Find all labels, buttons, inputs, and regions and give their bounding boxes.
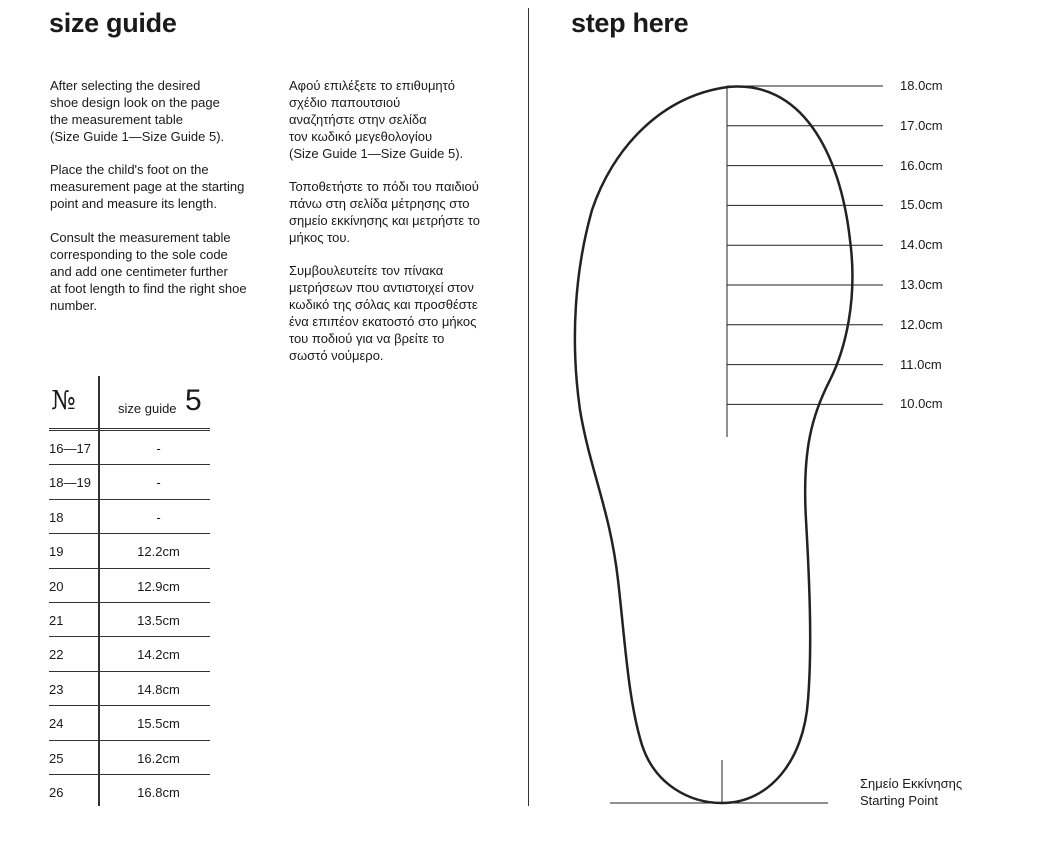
shoe-size-cell: 22 — [49, 647, 64, 663]
shoe-size-cell: 25 — [49, 750, 64, 766]
scale-label: 14.0cm — [900, 237, 943, 253]
starting-point-english: Starting Point — [860, 793, 939, 808]
shoe-size-cell: 18 — [49, 509, 64, 525]
text-line: and add one centimeter further — [50, 264, 228, 279]
text-line: τον κωδικό μεγεθολογίου — [289, 129, 433, 144]
foot-length-cell: - — [156, 441, 161, 456]
shoe-size-cell: 16—17 — [49, 441, 91, 456]
foot-length-cell: - — [156, 475, 161, 491]
text-line: ένα επιπέον εκατοστό στο μήκος — [289, 314, 477, 329]
foot-length-cell: 16.2cm — [137, 750, 180, 766]
shoe-size-cell: 23 — [49, 681, 64, 697]
text-line: Τοποθετήστε το πόδι του παιδιού — [289, 179, 479, 194]
text-line: number. — [50, 298, 97, 313]
text-line: αναζητήστε στην σελίδα — [289, 112, 427, 127]
shoe-size-cell: 20 — [49, 578, 64, 594]
text-line: του ποδιού για να βρείτε το — [289, 331, 445, 346]
number-symbol: № — [51, 386, 76, 416]
text-line: μήκος του. — [289, 230, 351, 245]
text-line: πάνω στη σελίδα μέτρησης στο — [289, 196, 470, 211]
shoe-size-cell: 18—19 — [49, 475, 91, 491]
text-line: σωστό νούμερο. — [289, 348, 384, 363]
starting-point-label — [860, 775, 962, 809]
scale-label: 18.0cm — [900, 78, 943, 93]
foot-length-cell: 12.2cm — [137, 544, 180, 560]
text-line: σχέδιο παπουτσιού — [289, 95, 401, 110]
text-line: corresponding to the sole code — [50, 247, 228, 262]
step-here-title: step here — [571, 8, 689, 38]
text-line: κωδικό της σόλας και προσθέστε — [289, 297, 478, 312]
foot-length-cell: 14.2cm — [137, 647, 180, 663]
text-line: μετρήσεων που αντιστοιχεί στον — [289, 280, 474, 295]
text-line: (Size Guide 1—Size Guide 5). — [289, 146, 464, 161]
text-line: σημείο εκκίνησης και μετρήστε το — [289, 213, 480, 228]
foot-length-cell: 16.8cm — [137, 784, 180, 800]
foot-length-cell: 13.5cm — [137, 612, 180, 628]
size-guide-title: size guide — [49, 8, 177, 38]
scale-label: 10.0cm — [900, 396, 943, 412]
foot-length-cell: 12.9cm — [137, 578, 180, 594]
text-line: at foot length to find the right shoe — [50, 281, 247, 296]
size-guide-label: size guide — [118, 401, 177, 416]
text-line: Place the child's foot on the — [50, 162, 209, 177]
shoe-size-cell: 21 — [49, 612, 64, 628]
scale-label: 11.0cm — [900, 356, 942, 372]
scale-label: 17.0cm — [900, 117, 943, 133]
scale-label: 13.0cm — [900, 277, 943, 292]
text-line: the measurement table — [50, 112, 183, 127]
size-guide-number: 5 — [185, 384, 202, 417]
shoe-size-cell: 24 — [49, 716, 64, 732]
scale-label: 12.0cm — [900, 316, 943, 332]
scale-label: 15.0cm — [900, 197, 943, 213]
text-line: measurement page at the starting — [50, 179, 245, 194]
foot-length-cell: 15.5cm — [137, 716, 180, 732]
foot-length-cell: 14.8cm — [137, 681, 180, 697]
foot-length-cell: - — [156, 509, 161, 525]
text-line: Συμβουλευτείτε τον πίνακα — [289, 263, 444, 278]
scale-label: 16.0cm — [900, 157, 943, 173]
foot-outline — [575, 87, 853, 803]
text-line: Αφού επιλέξετε το επιθυμητό — [289, 78, 456, 93]
starting-point-greek: Σημείο Εκκίνησης — [860, 776, 963, 791]
text-line: Consult the measurement table — [50, 230, 231, 245]
text-line: point and measure its length. — [50, 196, 217, 211]
text-line: (Size Guide 1—Size Guide 5). — [50, 129, 225, 144]
shoe-size-cell: 26 — [49, 784, 64, 800]
shoe-size-cell: 19 — [49, 544, 64, 560]
text-line: shoe design look on the page — [50, 95, 220, 110]
text-line: After selecting the desired — [50, 78, 201, 93]
